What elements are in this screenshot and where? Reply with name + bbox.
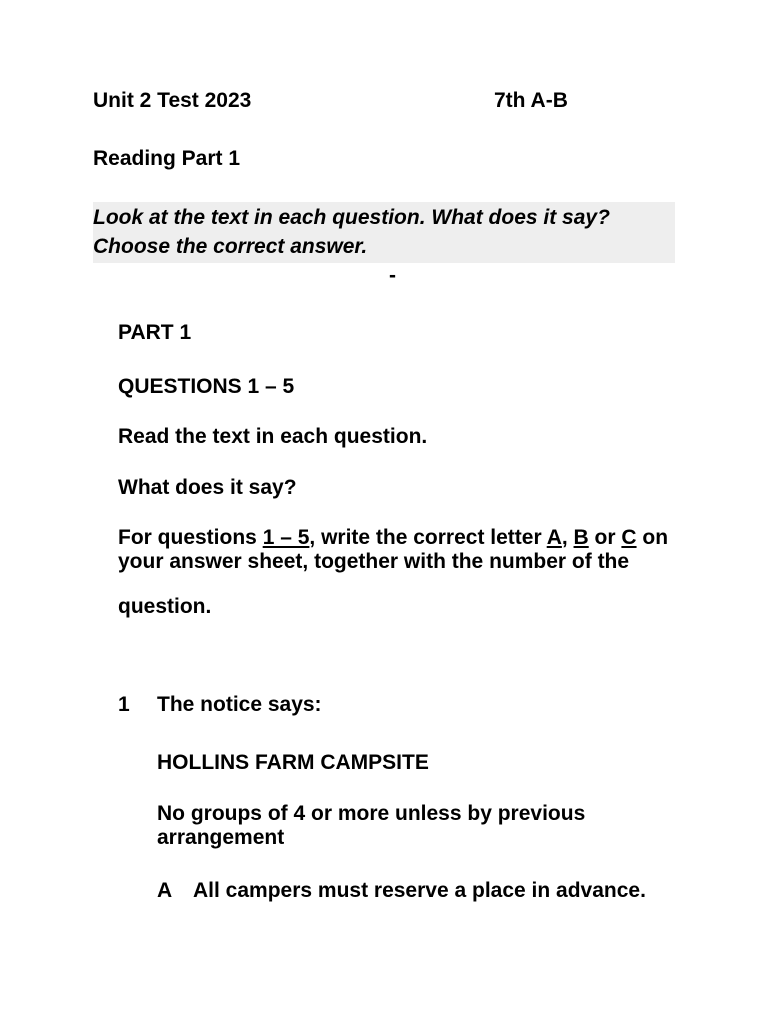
instruction-line-2: Choose the correct answer. bbox=[93, 235, 368, 258]
instruction-comma: , bbox=[561, 526, 574, 549]
notice-body-line-1: No groups of 4 or more unless by previous bbox=[157, 802, 586, 825]
instruction-what-say: What does it say? bbox=[118, 476, 297, 499]
instruction-text bbox=[93, 203, 610, 261]
instruction-box bbox=[93, 202, 675, 263]
section-title: Reading Part 1 bbox=[93, 147, 241, 170]
test-title: Unit 2 Test 2023 bbox=[93, 89, 252, 112]
question-range-underlined: 1 – 5 bbox=[262, 526, 310, 549]
letter-c-underlined: C bbox=[621, 526, 637, 549]
questions-range: QUESTIONS 1 – 5 bbox=[118, 375, 295, 398]
instruction-or: or bbox=[588, 526, 622, 549]
part-title: PART 1 bbox=[118, 321, 192, 344]
question-prompt: The notice says: bbox=[157, 693, 322, 716]
instruction-answer-line-2: your answer sheet, together with the number of the bbox=[118, 550, 630, 573]
option-text: All campers must reserve a place in advance. bbox=[193, 879, 646, 902]
question-number: 1 bbox=[118, 693, 130, 716]
notice-title: HOLLINS FARM CAMPSITE bbox=[157, 751, 429, 774]
instruction-answer-line-1 bbox=[118, 525, 668, 550]
notice-body-line-2: arrangement bbox=[157, 826, 285, 849]
letter-b-underlined: B bbox=[573, 526, 589, 549]
instruction-answer-suffix: on bbox=[636, 526, 669, 549]
letter-a-underlined: A bbox=[546, 526, 562, 549]
instruction-line-1: Look at the text in each question. What does it say? bbox=[93, 206, 610, 229]
class-label: 7th A-B bbox=[494, 89, 568, 112]
option-letter: A bbox=[157, 879, 173, 902]
instruction-answer-line-3: question. bbox=[118, 595, 212, 618]
separator-dash: - bbox=[389, 264, 396, 287]
instruction-read: Read the text in each question. bbox=[118, 425, 428, 448]
instruction-answer-prefix: For questions bbox=[118, 526, 263, 549]
instruction-answer-middle: , write the correct letter bbox=[309, 526, 547, 549]
